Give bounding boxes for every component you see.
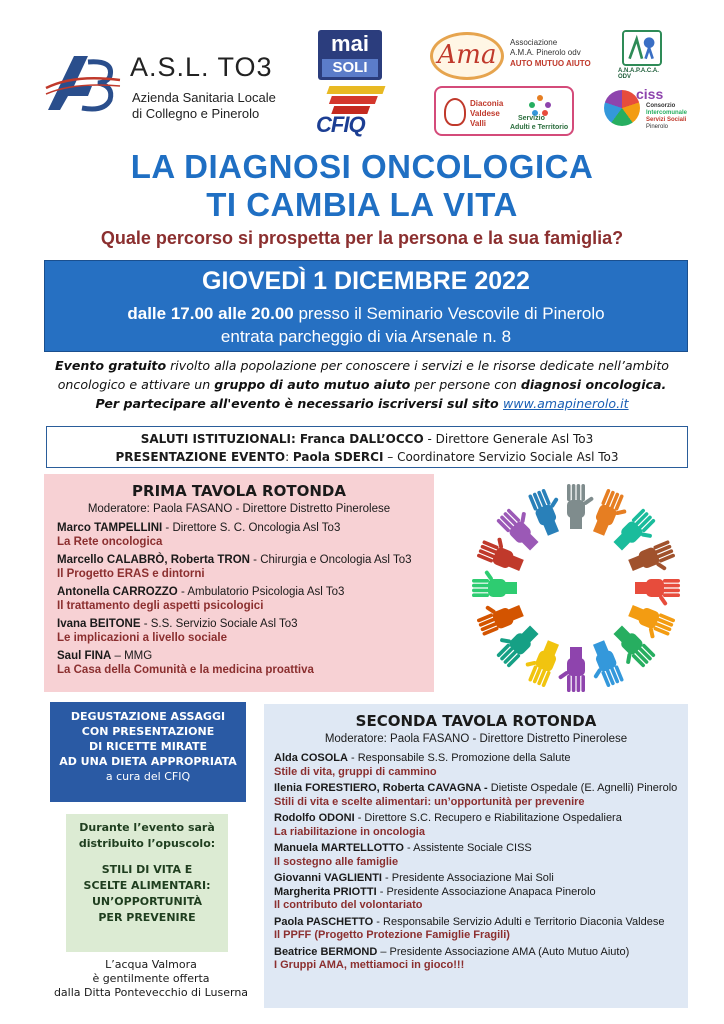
presentazione-name: Paola SDERCI [292,450,384,464]
ama-logo [430,30,620,82]
speaker-name: Marcello CALABRÒ, Roberta TRON [57,554,250,566]
speaker-name: Ivana BEITONE [57,618,141,630]
acqua-line-3: dalla Ditta Pontevecchio di Luserna [53,986,249,999]
ciss-logo [604,86,694,136]
speaker-item [274,916,688,943]
speaker-topic: Stili di vita e scelte alimentari: un’opportunità per prevenire [274,795,585,808]
event-time-place [45,304,687,324]
speaker-line [274,886,688,900]
speaker-role: - Responsabile Servizio Adulti e Territorio Diaconia Valdese [373,915,665,928]
opuscolo-title-2: SCELTE ALIMENTARI: [83,879,211,892]
mai-soli-logo [318,30,382,80]
speaker-item [274,872,688,886]
speaker-name: Beatrice BERMOND [274,945,378,958]
opuscolo-box [66,814,228,952]
speaker-line [274,946,688,960]
speaker-name: Giovanni VAGLIENTI [274,872,382,884]
event-date: GIOVEDÌ 1 DICEMBRE 2022 [202,267,530,295]
speaker-item [274,782,688,809]
saluti-line-2 [47,448,687,466]
intro-line-2 [30,375,694,394]
hand-icon [635,579,680,606]
diaconia-text-5: Adulti e Territorio [510,124,569,131]
opuscolo-line-1: Durante l’evento sarà [79,821,215,834]
diaconia-text-4: Servizio [518,115,545,122]
speaker-topic: Il contributo del volontariato [274,899,423,911]
speaker-line [57,585,434,599]
asl-to3-logo [44,44,284,124]
speaker-topic: Le implicazioni a livello sociale [57,632,228,644]
speaker-name: Saul FINA [57,650,112,662]
speaker-role: - Ambulatorio Psicologia Asl To3 [177,586,345,598]
ciss-circle-icon [604,90,640,126]
speaker-role: - Direttore S. C. Oncologia Asl To3 [162,522,341,534]
speaker-name: Antonella CARROZZO [57,586,178,598]
speaker-role: Dietiste Ospedale (E. Agnelli) Pinerolo [487,782,678,794]
ciss-text-2: Intercomunale [646,110,688,116]
ama-text-2: A.M.A. Pinerolo odv [510,48,581,57]
intro-text-1: rivolto alla popolazione per conoscere i servizi e le risorse dedicate nell’ambito [166,358,669,373]
intro-bold-3: Per partecipare all'evento è necessario iscriversi sul sito [95,396,503,411]
ring-of-hands-illustration [452,476,700,700]
event-time: dalle 17.00 alle 20.00 [127,304,294,323]
diaconia-text-2: Valdese [470,109,500,118]
speaker-line [274,812,688,826]
cfiq-wordmark: CFIQ [316,112,365,137]
ama-oval-icon [430,32,504,80]
speaker-topic: Stile di vita, gruppi di cammino [274,765,437,778]
speaker-line [274,782,688,796]
speaker-role: – MMG [111,650,153,662]
acqua-line-2: è gentilmente offerta [92,972,210,985]
diaconia-text-1: Diaconia [470,99,504,108]
ama-wordmark: Ama [437,40,497,70]
degustazione-box [50,702,246,802]
speaker-topic: I Gruppi AMA, mettiamoci in gioco!!! [274,959,465,971]
speaker-item [274,812,688,839]
hand-icon [472,570,517,597]
prima-tavola-box [44,474,434,692]
degustazione-line-3: DI RICETTE MIRATE [89,740,207,753]
presentazione-sep: : [285,450,293,464]
speaker-role: - S.S. Servizio Sociale Asl To3 [140,618,298,630]
main-title-line-1: LA DIAGNOSI ONCOLOGICA [130,148,594,185]
speaker-item [57,521,434,549]
speaker-topic: La riabilitazione in oncologia [274,825,425,838]
presentazione-label: PRESENTAZIONE EVENTO [115,450,286,464]
degustazione-line-4: AD UNA DIETA APPROPRIATA [59,755,237,768]
opuscolo-title-3: UN’OPPORTUNITÀ [91,895,203,908]
speaker-item [57,585,434,613]
opuscolo-line-2: distribuito l’opuscolo: [78,837,216,850]
people-star-icon [528,94,552,116]
ama-text-3: AUTO MUTUO AIUTO [510,59,591,68]
acqua-note [44,958,258,1000]
ciss-text-1: Consorzio [646,103,676,109]
diaconia-text-3: Valli [470,119,487,128]
mai-soli-word-1: mai [331,31,369,56]
speaker-topic: La Rete oncologica [57,536,163,548]
intro-bold-1: Evento gratuito [55,358,167,373]
cfiq-logo [316,86,388,138]
speaker-item [274,886,688,913]
saluti-line-1 [47,430,687,448]
speaker-line [274,916,688,930]
main-title-line-2: TI CAMBIA LA VITA [206,186,518,223]
speaker-role: - Presidente Associazione Mai Soli [381,872,554,884]
speaker-item [274,946,688,973]
speaker-name: Marco TAMPELLINI [57,522,163,534]
seconda-tavola-title: SECONDA TAVOLA ROTONDA [355,712,597,730]
saluti-label: SALUTI ISTITUZIONALI: Franca DALL’OCCO [140,432,424,446]
intro-text [30,356,694,413]
prima-moderator: Moderatore: Paola FASANO - Direttore Distretto Pinerolese [87,503,391,515]
anapaca-name: A.N.A.P.A.C.A. ODV [618,68,659,80]
speaker-item [274,752,688,779]
hand-icon [558,647,585,692]
prima-tavola-title: PRIMA TAVOLA ROTONDA [132,482,346,500]
seconda-tavola-box [264,704,688,1008]
speaker-line [274,842,688,856]
speaker-role: - Direttore S.C. Recupero e Riabilitazione Ospedaliera [354,812,622,824]
event-place: presso il Seminario Vescovile di Pinerolo [293,304,605,323]
event-date-banner [44,260,688,352]
speaker-role: - Presidente Associazione Anapaca Pinerolo [376,885,596,898]
speaker-topic: Il Progetto ERAS e dintorni [57,568,205,580]
speaker-role: - Responsabile S.S. Promozione della Salute [347,752,571,764]
asl-subtitle-2: di Collegno e Pinerolo [132,106,260,121]
asl-title: A.S.L. TO3 [130,52,273,82]
hand-icon [627,540,679,582]
diaconia-flame-icon [444,98,466,126]
ama-text-1: Associazione [510,38,558,47]
speaker-topic: Il PPFF (Progetto Protezione Famiglie Fragili) [274,929,510,941]
speaker-role: - Assistente Sociale CISS [403,842,532,854]
saluti-box [46,426,688,468]
saluti-role: - Direttore Generale Asl To3 [423,432,594,446]
degustazione-line-2: CON PRESENTAZIONE [81,725,215,738]
intro-bold-2b: diagnosi oncologica. [520,377,667,392]
speaker-line [57,553,434,567]
speaker-role: - Chirurgia e Oncologia Asl To3 [249,554,412,566]
anapaca-emblem-icon [622,30,662,66]
speaker-line [57,617,434,631]
hand-icon [528,485,570,537]
subtitle: Quale percorso si prospetta per la persona e la sua famiglia? [100,228,624,248]
hand-icon [473,594,525,636]
acqua-line-1: L’acqua Valmora [105,958,197,971]
ciss-text-4: Pinerolo [646,124,669,130]
degustazione-line-5: a cura del CFIQ [105,770,191,783]
asl-a3-mark-icon [44,50,122,116]
intro-bold-2a: gruppo di auto mutuo aiuto [214,377,411,392]
speaker-topic: Il sostegno alle famiglie [274,855,399,868]
speaker-item [274,842,688,869]
presentazione-role: – Coordinatore Servizio Sociale Asl To3 [383,450,619,464]
speaker-line [57,649,434,663]
seconda-speakers [274,752,688,973]
prima-speakers [57,521,434,677]
event-entrance: entrata parcheggio di via Arsenale n. 8 [220,327,512,346]
speaker-name: Rodolfo ODONI [274,812,355,824]
speaker-item [57,617,434,645]
diaconia-logo [434,86,574,136]
asl-subtitle-1: Azienda Sanitaria Locale [132,90,276,105]
degustazione-line-1: DEGUSTAZIONE ASSAGGI [70,710,226,723]
speaker-item [57,649,434,677]
intro-text-2b: per persone con [410,377,521,392]
ciss-text-3: Servizi Sociali [646,117,687,123]
speaker-topic: Il trattamento degli aspetti psicologici [57,600,264,612]
registration-link[interactable]: www.amapinerolo.it [502,396,629,411]
intro-line-1 [30,356,694,375]
opuscolo-title-4: PER PREVENIRE [98,911,196,924]
speaker-name: Paola PASCHETTO [274,915,374,928]
ciss-wordmark: ciss [636,86,664,102]
intro-line-3 [30,394,694,413]
anapaca-logo [618,30,668,78]
speaker-topic: La Casa della Comunità e la medicina proattiva [57,664,314,676]
intro-text-2a: oncologico e attivare un [57,377,215,392]
hand-icon [582,639,624,691]
speaker-role: – Presidente Associazione AMA (Auto Mutuo Aiuto) [377,945,630,958]
hand-icon [567,484,594,529]
seconda-moderator: Moderatore: Paola FASANO - Direttore Distretto Pinerolese [324,733,628,745]
speaker-line [274,872,688,886]
speaker-line [57,521,434,535]
speaker-name: Margherita PRIOTTI [274,885,377,898]
mai-soli-word-2: SOLI [322,59,378,77]
speaker-name: Alda COSOLA [274,752,348,764]
opuscolo-title-1: STILI DI VITA E [101,863,193,876]
speaker-item [57,553,434,581]
speaker-name: Manuela MARTELLOTTO [274,842,404,854]
speaker-name: Ilenia FORESTIERO, Roberta CAVAGNA - [274,782,488,794]
speaker-line [274,752,688,766]
